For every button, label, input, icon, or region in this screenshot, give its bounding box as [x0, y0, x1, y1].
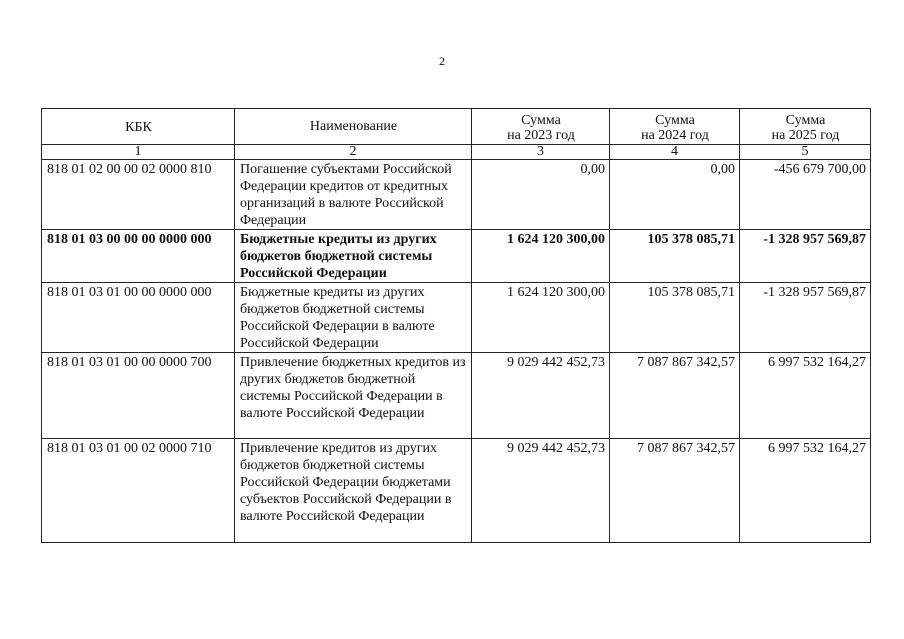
- table-row: [42, 353, 871, 439]
- page-number: 2: [439, 54, 445, 68]
- column-number: 2: [235, 145, 472, 160]
- name-cell: Привлечение бюджетных кредитов из других бюджетов бюджетной системы Российской Федерации в валюте Российской Федерации: [235, 353, 472, 439]
- name-cell: Бюджетные кредиты из других бюджетов бюджетной системы Российской Федерации в валюте Российской Федерации: [235, 283, 472, 353]
- header-sum-2025: Сумма на 2025 год: [740, 109, 871, 145]
- amount-2024-cell: 7 087 867 342,57: [610, 353, 740, 439]
- name-cell: Привлечение кредитов из других бюджетов бюджетной системы Российской Федерации бюджетами субъектов Российской Федерации в валюте Российской Федерации: [235, 439, 472, 543]
- amount-2024-cell: 7 087 867 342,57: [610, 439, 740, 543]
- amount-2025-cell: -1 328 957 569,87: [740, 283, 871, 353]
- column-number: 4: [610, 145, 740, 160]
- amount-2024-cell: 105 378 085,71: [610, 230, 740, 283]
- name-cell: Бюджетные кредиты из других бюджетов бюджетной системы Российской Федерации: [235, 230, 472, 283]
- amount-2024-cell: 0,00: [610, 160, 740, 230]
- header-kbk: КБК: [42, 109, 235, 145]
- table-row: [42, 160, 871, 230]
- amount-2023-cell: 9 029 442 452,73: [472, 439, 610, 543]
- amount-2025-cell: 6 997 532 164,27: [740, 439, 871, 543]
- amount-2023-cell: 1 624 120 300,00: [472, 283, 610, 353]
- amount-2025-cell: -456 679 700,00: [740, 160, 871, 230]
- kbk-cell: 818 01 02 00 00 02 0000 810: [42, 160, 235, 230]
- column-number: 1: [42, 145, 235, 160]
- kbk-cell: 818 01 03 01 00 02 0000 710: [42, 439, 235, 543]
- kbk-cell: 818 01 03 01 00 00 0000 000: [42, 283, 235, 353]
- kbk-cell: 818 01 03 00 00 00 0000 000: [42, 230, 235, 283]
- table-row: [42, 230, 871, 283]
- table-row: [42, 439, 871, 543]
- amount-2023-cell: 9 029 442 452,73: [472, 353, 610, 439]
- kbk-cell: 818 01 03 01 00 00 0000 700: [42, 353, 235, 439]
- column-number-row: [42, 145, 871, 160]
- column-number: 3: [472, 145, 610, 160]
- header-name: Наименование: [235, 109, 472, 145]
- amount-2023-cell: 1 624 120 300,00: [472, 230, 610, 283]
- name-cell: Погашение субъектами Российской Федерации кредитов от кредитных организаций в валюте Российской Федерации: [235, 160, 472, 230]
- amount-2025-cell: 6 997 532 164,27: [740, 353, 871, 439]
- amount-2024-cell: 105 378 085,71: [610, 283, 740, 353]
- budget-table: [41, 108, 871, 543]
- header-sum-2023: Сумма на 2023 год: [472, 109, 610, 145]
- table-row: [42, 283, 871, 353]
- header-row: [42, 109, 871, 145]
- header-sum-2024: Сумма на 2024 год: [610, 109, 740, 145]
- amount-2025-cell: -1 328 957 569,87: [740, 230, 871, 283]
- column-number: 5: [740, 145, 871, 160]
- amount-2023-cell: 0,00: [472, 160, 610, 230]
